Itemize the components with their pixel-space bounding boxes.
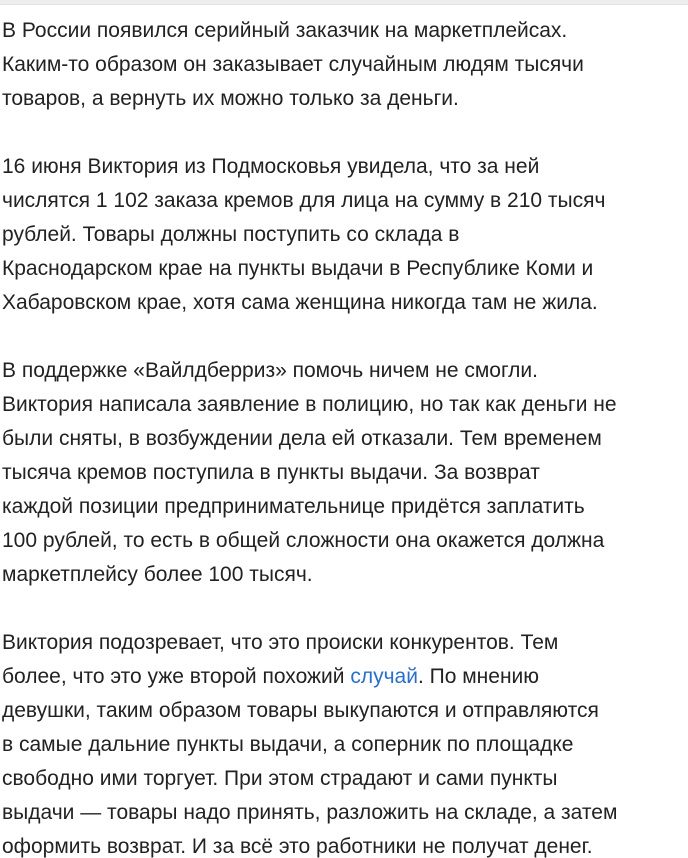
text-line: Хабаровском крае, хотя сама женщина никогда там не жила. <box>2 291 598 314</box>
text-line: маркетплейсу более 100 тысяч. <box>2 563 313 586</box>
text-line: числятся 1 102 заказа кремов для лица на сумму в 210 тысяч <box>2 189 606 212</box>
text-line: выдачи — товары надо принять, разложить на складе, а затем <box>2 801 618 824</box>
paragraph-3 <box>2 354 688 592</box>
text-line: 100 рублей, то есть в общей сложности она окажется должна <box>2 529 605 552</box>
text-line: в самые дальние пункты выдачи, а соперник по площадке <box>2 733 574 756</box>
text-line: 16 июня Виктория из Подмосковья увидела, что за ней <box>2 155 540 178</box>
text-line: девушки, таким образом товары выкупаются и отправляются <box>2 699 599 722</box>
case-link[interactable]: случай <box>350 665 418 688</box>
text-line: товаров, а вернуть их можно только за деньги. <box>2 87 459 110</box>
paragraph-4 <box>2 626 688 858</box>
top-divider <box>0 0 688 5</box>
text-line: свободно ими торгует. При этом страдают и сами пункты <box>2 767 558 790</box>
text-line: В России появился серийный заказчик на маркетплейсах. <box>2 19 568 42</box>
text-line: Виктория подозревает, что это происки конкурентов. Тем <box>2 631 559 654</box>
text-line: тысяча кремов поступила в пункты выдачи. За возврат <box>2 461 540 484</box>
text-line: оформить возврат. И за всё это работники не получат денег. <box>2 835 593 858</box>
paragraph-1 <box>2 14 688 116</box>
paragraph-2 <box>2 150 688 320</box>
text-line: Виктория написала заявление в полицию, но так как деньги не <box>2 393 617 416</box>
text-line: Каким-то образом он заказывает случайным людям тысячи <box>2 53 584 76</box>
text-line: каждой позиции предпринимательнице придётся заплатить <box>2 495 585 518</box>
text-line: были сняты, в возбуждении дела ей отказали. Тем временем <box>2 427 602 450</box>
text-line: рублей. Товары должны поступить со склада в <box>2 223 460 246</box>
text-line-with-link <box>2 660 688 694</box>
text-line: В поддержке «Вайлдберриз» помочь ничем не смогли. <box>2 359 538 382</box>
text-fragment: более, что это уже второй похожий <box>2 665 351 688</box>
text-line: Краснодарском крае на пункты выдачи в Республике Коми и <box>2 257 594 280</box>
text-fragment: . По мнению <box>417 665 540 688</box>
